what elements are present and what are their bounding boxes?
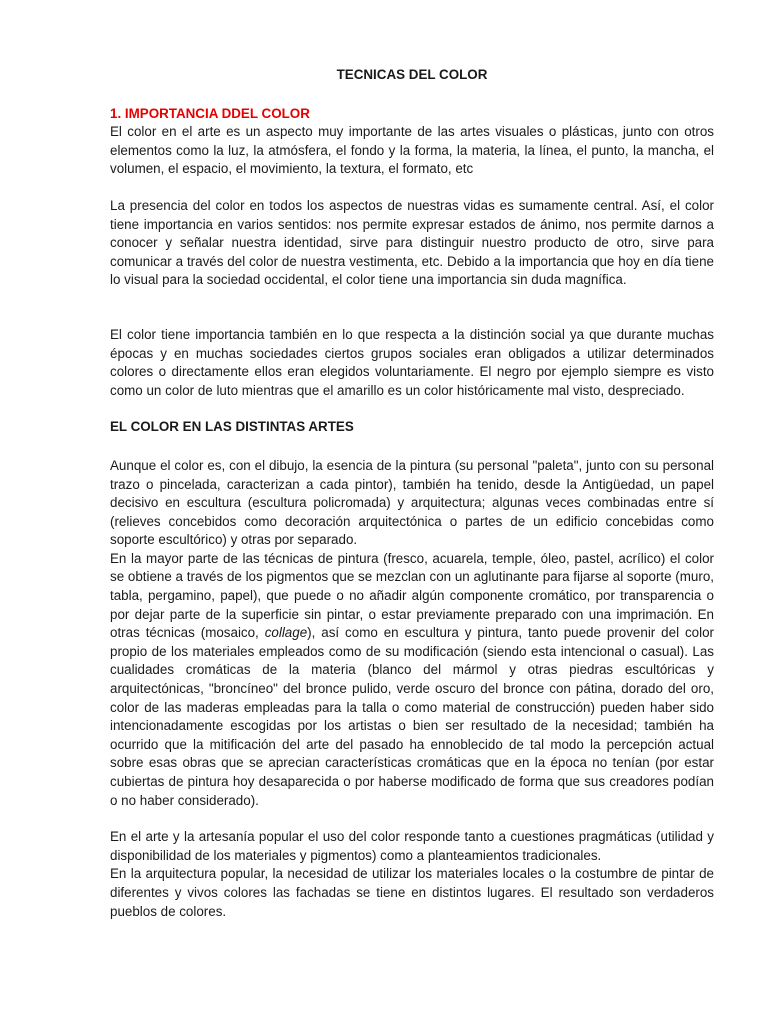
- paragraph-6: En el arte y la artesanía popular el uso del color responde tanto a cuestiones pragmáticas (utilidad y disponibilidad de los materiales y pigmentos) como a planteamientos tradicionales.: [110, 829, 714, 863]
- section-heading-importancia: 1. IMPORTANCIA DDEL COLOR: [110, 105, 310, 121]
- document-title: TECNICAS DEL COLOR: [336, 67, 488, 82]
- paragraph-7: En la arquitectura popular, la necesidad de utilizar los materiales locales o la costumbre de pintar de diferentes y vivos colores las fachadas se tiene en distintos lugares. El resultado son verdaderos pueblos de colores.: [110, 866, 714, 919]
- paragraph-5: [110, 550, 714, 810]
- paragraph-5-part-1: En la mayor parte de las técnicas de pintura (fresco, acuarela, temple, óleo, pastel, acrílico) el color se obtiene a través de los pigmentos que se mezclan con un aglutinante para fijarse al soporte (muro, tabla, pergamino, papel), que puede o no añadir algún componente cromático, por transparencia o por dejar parte de la superficie sin pintar, o estar previamente preparado con una imprimación. En otras técnicas (mosaico,: [110, 550, 714, 641]
- paragraph-5-part-2: ), así como en escultura y pintura, tanto puede provenir del color propio de los materiales empleados como de su modificación (siendo esta intencional o casual). Las cualidades cromáticas de la materia (blanco del mármol y otras piedras escultóricas y arquitectónicas, "broncíneo" del bronce pulido, verde oscuro del bronce con pátina, dorado del oro, color de las maderas empleadas para la talla o como material de construcción) pueden haber sido intencionadamente escogidas por los artistas o bien ser resultado de la necesidad; también ha ocurrido que la mitificación del arte del pasado ha ennoblecido de tal modo la percepción actual sobre esas obras que se aprecian características cromáticas que en la época no tenían (por estar cubiertas de pintura hoy desaparecida o por haberse modificado de forma que sus creadores podían o no haber considerado).: [110, 625, 714, 808]
- paragraph-5-italic: collage: [264, 625, 308, 641]
- section-heading-distintas-artes: EL COLOR EN LAS DISTINTAS ARTES: [110, 419, 354, 435]
- paragraph-1: El color en el arte es un aspecto muy importante de las artes visuales o plásticas, junto con otros elementos como la luz, la atmósfera, el fondo y la forma, la materia, la línea, el punto, la mancha, el volumen, el espacio, el movimiento, la textura, el formato, etc: [110, 124, 714, 177]
- document-page: [110, 66, 714, 921]
- paragraph-4: Aunque el color es, con el dibujo, la esencia de la pintura (su personal "paleta", junto con su personal trazo o pincelada, caracterizan a cada pintor), también ha tenido, desde la Antigüedad, un papel decisivo en escultura (escultura policromada) y arquitectura; algunas veces combinadas entre sí (relieves concebidos como decoración arquitectónica o partes de un edificio concebidas como soporte escultórico) y otras por separado.: [110, 457, 714, 548]
- paragraph-3: El color tiene importancia también en lo que respecta a la distinción social ya que durante muchas épocas y en muchas sociedades ciertos grupos sociales eran obligados a utilizar determinados colores o directamente ellos eran elegidos voluntariamente. El negro por ejemplo siempre es visto como un color de luto mientras que el amarillo es un color históricamente mal visto, despreciado.: [110, 326, 714, 398]
- paragraph-2: La presencia del color en todos los aspectos de nuestras vidas es sumamente central. Así, el color tiene importancia en varios sentidos: nos permite expresar estados de ánimo, nos permite darnos a conocer y señalar nuestra identidad, sirve para distinguir nuestro producto de otro, sirve para comunicar a través del color de nuestra vestimenta, etc. Debido a la importancia que hoy en día tiene lo visual para la sociedad occidental, el color tiene una importancia sin duda magnífica.: [110, 197, 714, 288]
